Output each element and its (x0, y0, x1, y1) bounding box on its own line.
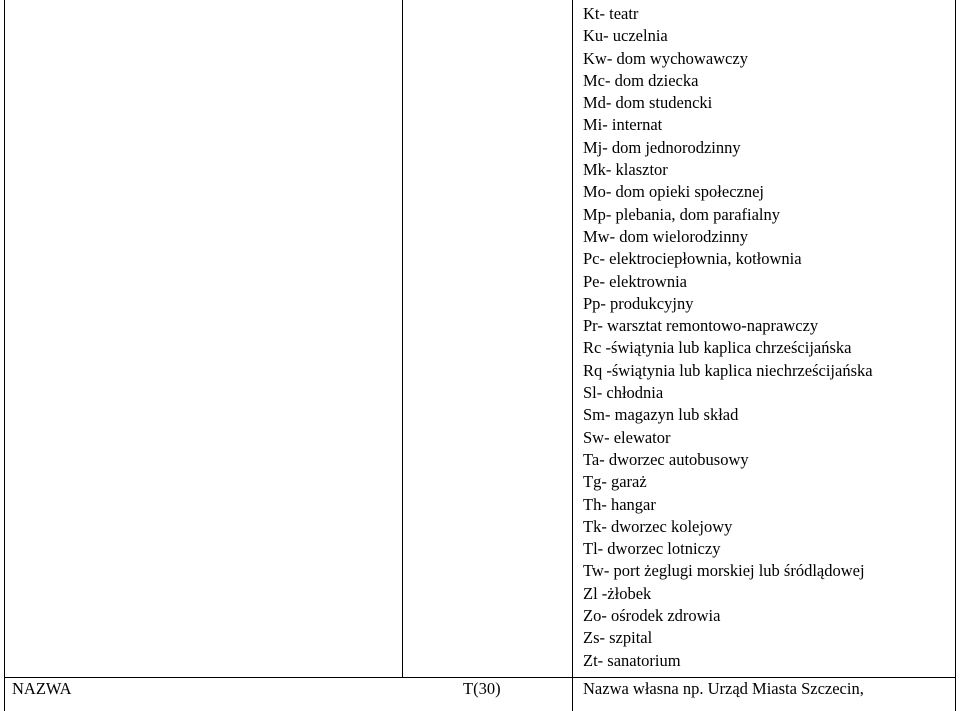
building-code-item: Pp- produkcyjny (583, 293, 694, 313)
building-code-item: Mk- klasztor (583, 160, 668, 180)
table-border-left (4, 0, 5, 711)
field-type-cell: T(30) (463, 679, 501, 698)
table-border-right (955, 0, 956, 711)
building-code-item: Mi- internat (583, 115, 663, 135)
building-code-item: Zs- szpital (583, 628, 653, 648)
building-code-list (583, 3, 873, 672)
building-code-item: Mo- dom opieki społecznej (583, 182, 765, 202)
field-description-cell: Nazwa własna np. Urząd Miasta Szczecin, (583, 679, 864, 698)
building-code-item: Md- dom studencki (583, 93, 713, 113)
building-code-item: Zt- sanatorium (583, 650, 681, 670)
building-code-item: Pr- warsztat remontowo-naprawczy (583, 316, 819, 336)
building-code-item: Ta- dworzec autobusowy (583, 449, 749, 469)
building-code-item: Rc -świątynia lub kaplica chrześcijańska (583, 338, 852, 358)
building-code-item: Pc- elektrociepłownia, kotłownia (583, 249, 802, 269)
building-code-item: Mc- dom dziecka (583, 70, 699, 90)
building-code-item: Pe- elektrownia (583, 271, 688, 291)
building-code-item: Kt- teatr (583, 4, 639, 23)
building-code-item: Kw- dom wychowawczy (583, 48, 748, 68)
building-code-item: Ku- uczelnia (583, 26, 668, 46)
building-code-item: Tw- port żeglugi morskiej lub śródlądowej (583, 561, 865, 581)
building-code-item: Sw- elewator (583, 427, 671, 447)
building-code-item: Sm- magazyn lub skład (583, 405, 739, 425)
building-code-item: Th- hangar (583, 494, 656, 514)
table-border-column-2 (572, 0, 573, 711)
building-code-item: Mp- plebania, dom parafialny (583, 204, 781, 224)
building-code-item: Mw- dom wielorodzinny (583, 226, 748, 246)
building-code-item: Mj- dom jednorodzinny (583, 137, 741, 157)
field-name-cell: NAZWA (12, 679, 72, 698)
building-code-item: Tl- dworzec lotniczy (583, 539, 721, 559)
table-border-column-1 (402, 0, 403, 678)
building-code-item: Tk- dworzec kolejowy (583, 516, 733, 536)
building-code-item: Rq -świątynia lub kaplica niechrześcijańska (583, 360, 873, 380)
building-code-item: Zo- ośrodek zdrowia (583, 606, 721, 626)
building-code-item: Sl- chłodnia (583, 383, 664, 403)
table-row-divider (4, 677, 956, 678)
building-code-item: Tg- garaż (583, 472, 647, 492)
building-code-item: Zl -żłobek (583, 583, 652, 603)
